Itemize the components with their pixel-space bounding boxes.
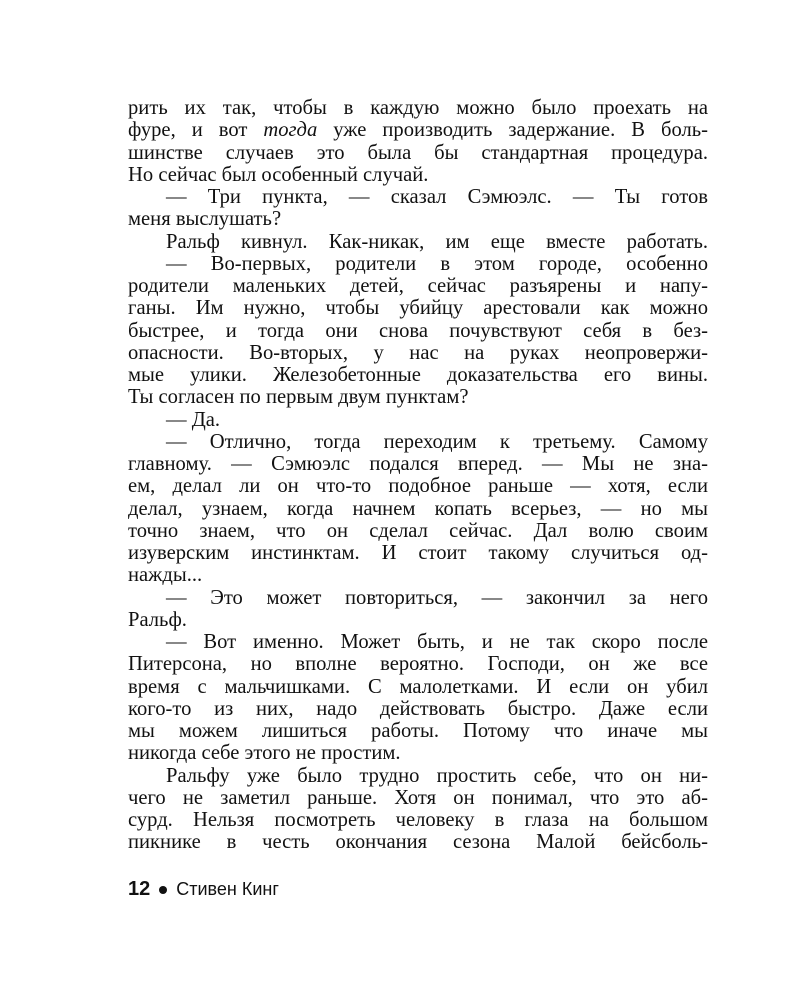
text-line: главному. — Сэмюэлс подался вперед. — Мы не зна-	[128, 453, 708, 475]
text-line: меня выслушать?	[128, 208, 282, 231]
text-line: Питерсона, но вполне вероятно. Господи, он же все	[128, 653, 708, 676]
text-line: — Вот именно. Может быть, и не так скоро после	[166, 631, 708, 653]
text-line: — Да.	[166, 408, 221, 431]
text-line: делал, узнаем, когда начнем копать всерьез, — но мы	[128, 497, 708, 520]
text-line: время с мальчишками. С малолетками. И если он убил	[128, 675, 708, 698]
text-line: никогда себе этого не простим.	[128, 742, 401, 765]
text-line: рить их так, чтобы в каждую можно было проехать на	[128, 97, 708, 119]
emphasis: тогда	[263, 119, 318, 142]
text-line: ем, делал ли он что-то подобное раньше — хотя, если	[128, 475, 708, 498]
text-line: Ральфу уже было трудно простить себе, что он ни-	[166, 764, 708, 787]
text-line: опасности. Во-вторых, у нас на руках неопровержи-	[128, 341, 708, 364]
text-line: мые улики. Железобетонные доказательства его вины.	[128, 364, 708, 386]
text-line: сурд. Нельзя посмотреть человеку в глаза на большом	[128, 809, 708, 831]
text-line: Ральф кивнул. Как-никак, им еще вместе работать.	[166, 230, 708, 253]
text-line: — Отлично, тогда переходим к третьему. Самому	[166, 430, 708, 453]
page-body	[128, 97, 708, 854]
text-line: — Три пункта, — сказал Сэмюэлс. — Ты готов	[166, 186, 708, 208]
page-number: 12	[128, 878, 151, 900]
text-line: родители маленьких детей, сейчас разъярены и напу-	[128, 275, 708, 297]
page-footer	[128, 878, 279, 901]
text-line: — Это может повториться, — закончил за него	[166, 586, 708, 609]
text-line: изуверским инстинктам. И стоит такому случиться од-	[128, 542, 708, 564]
text-line: быстрее, и тогда они снова почувствуют себя в без-	[128, 319, 708, 342]
bullet-separator-icon	[159, 886, 167, 894]
text-line: Ральф.	[128, 608, 187, 631]
text-line: — Во-первых, родители в этом городе, особенно	[166, 252, 708, 275]
text-line: ганы. Им нужно, чтобы убийцу арестовали как можно	[128, 297, 708, 320]
text-line: шинстве случаев это была бы стандартная процедура.	[128, 141, 708, 164]
text-line: фуре, и вот тогда уже производить задержание. В боль-	[128, 119, 708, 142]
text-line: кого-то из них, надо действовать быстро. Даже если	[128, 697, 708, 720]
text-line: нажды...	[128, 564, 203, 587]
running-title: Стивен Кинг	[176, 879, 279, 899]
text-line: Но сейчас был особенный случай.	[128, 163, 429, 186]
text-line: мы можем лишиться работы. Потому что иначе мы	[128, 720, 708, 742]
text-line: пикнике в честь окончания сезона Малой бейсболь-	[128, 831, 708, 854]
text-line: точно знаем, что он сделал сейчас. Дал волю своим	[128, 519, 708, 542]
text-line: чего не заметил раньше. Хотя он понимал, что это аб-	[128, 786, 708, 809]
text-line: Ты согласен по первым двум пунктам?	[128, 386, 469, 409]
